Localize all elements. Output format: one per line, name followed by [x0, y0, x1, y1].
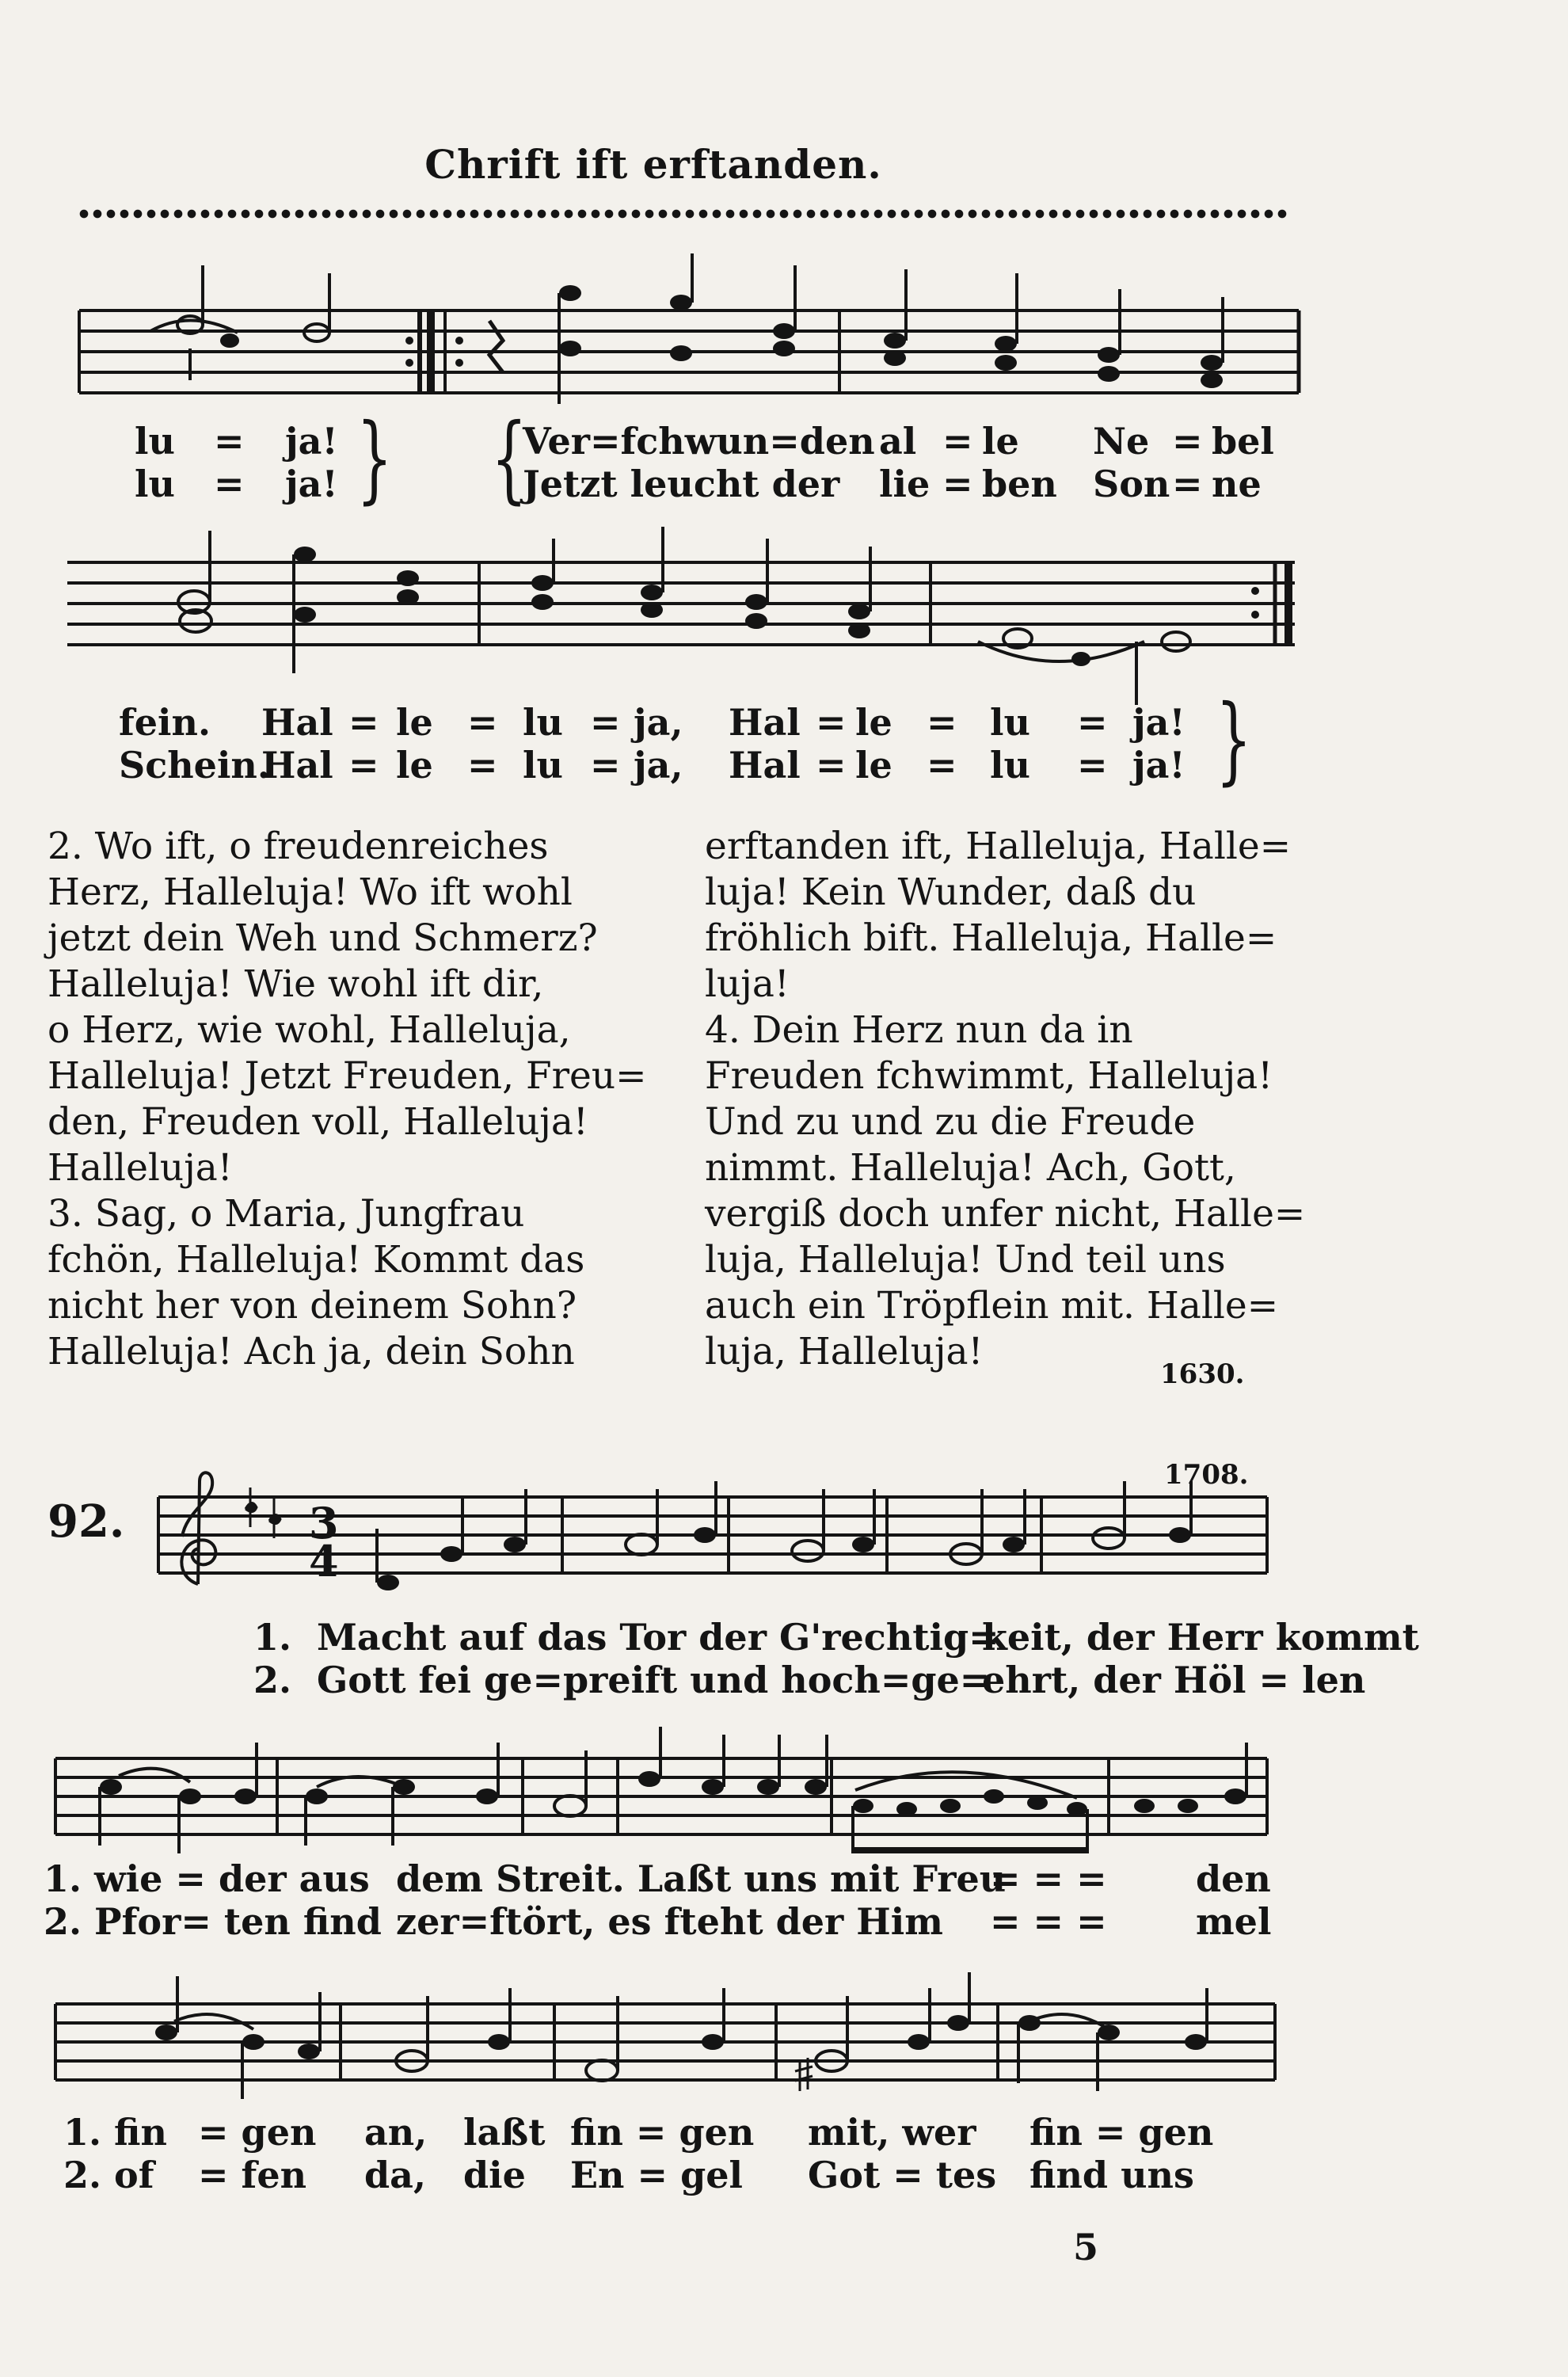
lyric-syllable: = gen = fen: [198, 2111, 317, 2196]
lyric-syllable: = =: [1077, 701, 1108, 787]
lyrics-staff-4: [0, 1857, 1568, 1952]
verse-line: 4. Dein Herz nun da in: [705, 1008, 1133, 1052]
verse-line: Halleluja! Jetzt Freuden, Freu=: [48, 1054, 647, 1098]
music-staff-5: [48, 1972, 1299, 2115]
lyric-syllable: fin = gen find uns: [1029, 2111, 1214, 2196]
lyric-syllable: = =: [467, 701, 498, 787]
lyric-syllable: = =: [816, 701, 847, 787]
verse-line: Halleluja! Wie wohl ift dir,: [48, 962, 544, 1006]
lyric-syllable: = =: [942, 420, 973, 505]
lyric-syllable: 1. fin 2. of: [63, 2111, 167, 2196]
lyrics-staff-2: [0, 685, 1568, 796]
verse-line: fröhlich bift. Halleluja, Halle=: [705, 916, 1277, 960]
lyric-syllable: = =: [927, 701, 957, 787]
lyric-syllable: mit, wer Got = tes: [808, 2111, 997, 2196]
lyric-syllable: Hal Hal: [729, 701, 801, 787]
year-1630: 1630.: [1160, 1358, 1245, 1390]
verse-line: Freuden fchwimmt, Halleluja!: [705, 1054, 1273, 1098]
verse-line: luja!: [705, 962, 790, 1006]
verse-line: luja! Kein Wunder, daß du: [705, 870, 1197, 914]
time-signature-top: 3: [309, 1498, 339, 1548]
lyrics-staff-5: [0, 2111, 1568, 2206]
verse-line: auch ein Tröpflein mit. Halle=: [705, 1284, 1279, 1328]
lyric-phrase: 1. wie = der aus 2. Pfor= ten find: [44, 1857, 382, 1943]
verse-line: jetzt dein Weh und Schmerz?: [48, 916, 598, 960]
verse-line: o Herz, wie wohl, Halleluja,: [48, 1008, 571, 1052]
verse-line: nimmt. Halleluja! Ach, Gott,: [705, 1146, 1236, 1190]
lyric-syllable: = =: [590, 701, 621, 787]
lyric-syllable: = =: [348, 701, 379, 787]
verse-line: Halleluja!: [48, 1146, 233, 1190]
verses-right-column: [705, 824, 1323, 1375]
lyric-syllable: lu lu: [135, 420, 175, 505]
lyric-phrase: den mel: [1196, 1857, 1272, 1943]
lyric-syllable: Ne Son: [1093, 420, 1170, 505]
verse-line: erftanden ift, Halleluja, Halle=: [705, 825, 1292, 868]
lyric-syllable: bel ne: [1212, 420, 1274, 505]
lyric-syllable: lu lu: [523, 701, 563, 787]
lyrics-staff-3: [0, 1616, 1568, 1711]
lyric-syllable: laßt die: [463, 2111, 546, 2196]
verse-line: Und zu und zu die Freude: [705, 1100, 1196, 1144]
lyric-syllable: Ver=fchwun=den Jetzt leucht der: [523, 420, 875, 505]
lyric-syllable: fein. Schein.: [119, 701, 270, 787]
verse-line: luja, Halleluja! Und teil uns: [705, 1238, 1226, 1282]
verse-line: Herz, Halleluja! Wo ift wohl: [48, 870, 573, 914]
lyric-phrase: dem Streit. Laßt uns mit Freu zer=ftört, es fteht der Him: [396, 1857, 1007, 1943]
lyric-phrase: = = = = = =: [990, 1857, 1107, 1943]
lyric-syllable: an, da,: [364, 2111, 428, 2196]
lyric-syllable: ja! ja!: [285, 420, 338, 505]
lyric-syllable: le le: [855, 701, 892, 787]
verse-line: 3. Sag, o Maria, Jungfrau: [48, 1192, 525, 1236]
dotted-rule: [79, 208, 1291, 220]
verse-line: nicht her von deinem Sohn?: [48, 1284, 577, 1328]
time-signature-bottom: 4: [309, 1536, 339, 1587]
verse-line: den, Freuden voll, Halleluja!: [48, 1100, 588, 1144]
lyric-syllable: fin = gen En = gel: [570, 2111, 755, 2196]
lyrics-staff-1: [0, 404, 1568, 515]
brace-left: }: [356, 404, 393, 514]
music-staff-1: [71, 261, 1307, 444]
verse-line: fchön, Halleluja! Kommt das: [48, 1238, 585, 1282]
lyric-syllable: Hal Hal: [261, 701, 333, 787]
lyric-syllable: = =: [1172, 420, 1203, 505]
verse-line: Halleluja! Ach ja, dein Sohn: [48, 1330, 575, 1373]
music-staff-4: [48, 1727, 1291, 1869]
verses-left-column: [48, 824, 649, 1375]
brace-end: }: [1216, 685, 1252, 795]
music-staff-3: [150, 1465, 1291, 1608]
verse-line: vergiß doch unfer nicht, Halle=: [705, 1192, 1306, 1236]
lyric-syllable: ja! ja!: [1132, 701, 1186, 787]
lyric-phrase: keit, der Herr kommt ehrt, der Höl = len: [982, 1616, 1419, 1701]
lyric-syllable: ja, ja,: [634, 701, 683, 787]
hymn-title: Chrift ift erftanden.: [424, 141, 882, 188]
hymn-number: 92.: [48, 1495, 125, 1548]
year-1708: 1708.: [1164, 1459, 1249, 1491]
brace-right: {: [491, 404, 527, 514]
verse-line: luja, Halleluja!: [705, 1330, 984, 1373]
lyric-phrase: Macht auf das Tor der G'rechtig= Gott fei ge=preift und hoch=ge=: [317, 1616, 999, 1701]
music-staff-2: [59, 523, 1311, 705]
lyric-syllable: le le: [396, 701, 433, 787]
lyric-syllable: al lie: [879, 420, 931, 505]
verse-line: 2. Wo ift, o freudenreiches: [48, 825, 549, 868]
lyric-syllable: = =: [214, 420, 245, 505]
lyric-syllable: le ben: [982, 420, 1057, 505]
lyric-syllable: lu lu: [990, 701, 1030, 787]
verse-numbers: 1. 2.: [253, 1616, 292, 1701]
page-number: 5: [1073, 2226, 1099, 2268]
